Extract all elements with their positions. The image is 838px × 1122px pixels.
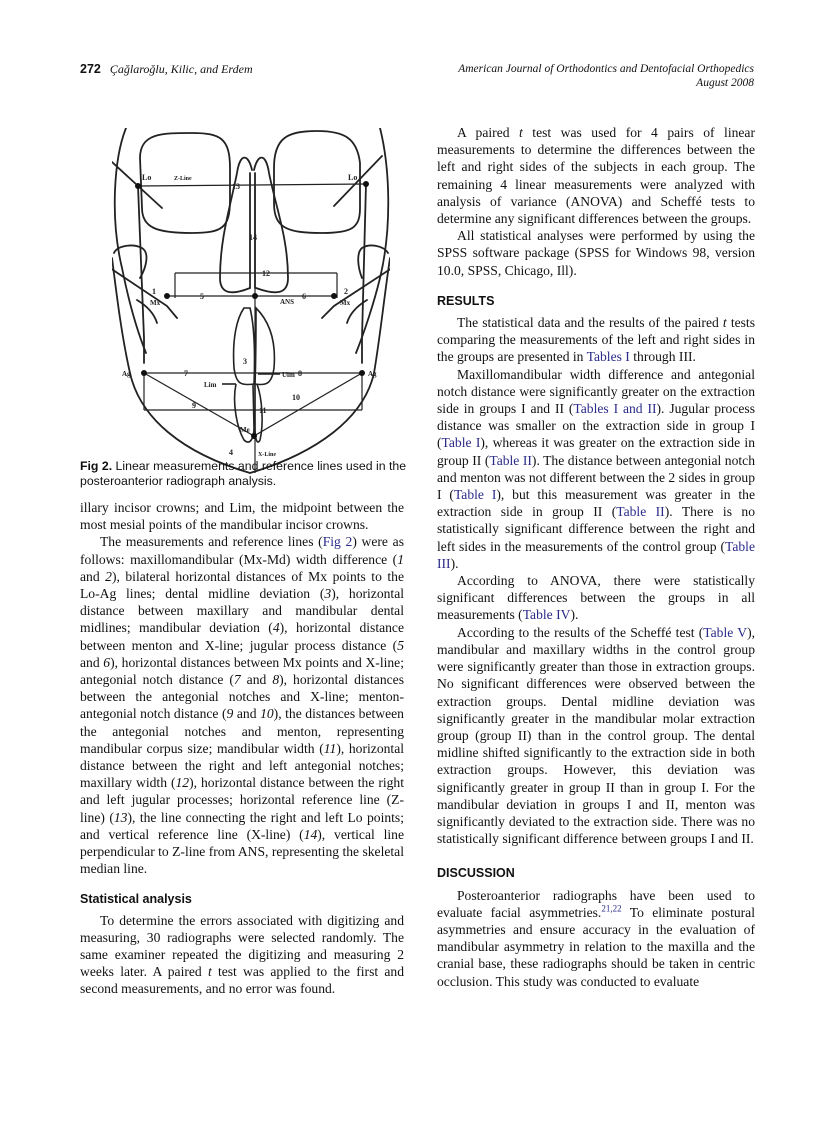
label-ans: ANS <box>280 298 295 306</box>
orbit-left <box>140 133 230 233</box>
label-14: 14 <box>249 233 257 242</box>
table-i-link[interactable]: Table I <box>441 435 481 451</box>
paragraph-discussion-1: Posteroanterior radiographs have been used to evaluate facial asymmetries.$^{21,22}$ To eliminate postural asymmetries and ensure accuracy in the evaluation of mandibular asymmetry in relation to the maxilla and the cranial base, these radiographs should be taken in centric occlusion. This study was conducted to evaluate <box>437 887 755 989</box>
reference-citation[interactable]: 21,22 <box>601 903 622 914</box>
journal-title: American Journal of Orthodontics and Dentofacial Orthopedics <box>458 63 754 75</box>
table-ii-link[interactable]: Table II <box>489 452 532 468</box>
figure-caption-label: Fig 2. <box>80 459 113 473</box>
paragraph-results-3: According to ANOVA, there were statistically significant differences between the groups in all measurements (Table IV). <box>437 573 755 623</box>
left-column <box>80 499 404 998</box>
tables-i-link[interactable]: Tables I <box>586 349 630 365</box>
paragraph-results-4: According to the results of the Scheffé test (Table V), mandibular and maxillary widths in the control group were significantly greater than those in extraction groups. No significant differences were observed between the extraction groups. Dental midline deviation was significantly greater in the mandibular molar extraction group (group II) than in the control group. The dental midline shifted significantly to the extraction side in both extraction groups. However, this deviation was significantly greater in group II than in group I. For the mandibular deviation in groups I and II, menton was significantly deviated to the extraction side. There was no statistically significant difference between groups I and II. <box>437 624 755 847</box>
label-lo-right: Lo <box>348 173 358 182</box>
label-1: 1 <box>152 287 156 296</box>
label-ag-left: Ag <box>122 370 131 378</box>
label-4: 4 <box>229 448 233 457</box>
label-mx-left: Mx <box>150 299 161 307</box>
figure-2-diagram <box>112 128 390 476</box>
z-line <box>138 184 366 186</box>
fig-2-link[interactable]: Fig 2 <box>322 534 353 550</box>
paragraph-results-1: The statistical data and the results of the paired t tests comparing the measurements of the left and right sides in the groups are presented in Tables I through III. <box>437 315 755 365</box>
paragraph-results-2: Maxillomandibular width difference and antegonial notch distance were significantly greater on the extraction side in groups I and II (Tables I and II). Jugular process distance was smaller on the extraction side in group I (Table I), whereas it was greater on the extraction side in group II (Table II). The distance between antegonial notch and menton was not different between the 2 sides in group I (Table I), but this measurement was greater in the extraction side in group II (Table II). There is no statistically significant difference between the right and left sides in the measurements of the control group (Table III). <box>437 366 756 571</box>
label-mx-right: Mx <box>340 299 351 307</box>
running-authors: Çağlaroğlu, Kilic, and Erdem <box>109 62 253 76</box>
label-3: 3 <box>243 357 247 366</box>
table-v-link[interactable]: Table V <box>703 624 748 640</box>
table-i-link[interactable]: Table I <box>453 487 497 503</box>
right-column <box>437 124 755 990</box>
label-lo-left: Lo <box>142 173 152 182</box>
label-7: 7 <box>184 369 188 378</box>
table-ii-link[interactable]: Table II <box>616 504 665 520</box>
paragraph-continued: illary incisor crowns; and Lim, the midpoint between the most mesial points of the mandibular incisor crowns. <box>80 500 404 533</box>
label-10: 10 <box>292 393 300 402</box>
label-ag-right: Ag <box>368 370 377 378</box>
label-x-line: X-Line <box>258 452 276 458</box>
heading-discussion: DISCUSSION <box>437 866 515 881</box>
page-number: 272 <box>80 62 101 76</box>
table-iv-link[interactable]: Table IV <box>522 607 571 623</box>
table-iii-link[interactable]: Table III <box>437 538 755 571</box>
heading-results: RESULTS <box>437 293 495 308</box>
label-uim: Uim <box>282 371 295 379</box>
issue-date: August 2008 <box>696 77 754 89</box>
label-13: 13 <box>232 182 240 191</box>
label-lim: Lim <box>204 381 217 389</box>
tables-i-ii-link[interactable]: Tables I and II <box>573 401 657 417</box>
paragraph-measurements: The measurements and reference lines (Fig 2) were as follows: maxillomandibular (Mx-Md) width difference (1 and 2), bilateral horizontal distances of Mx points to the Lo-Ag lines; dental midline deviation (3), horizontal distance between maxillary and mandibular dental midlines; mandibular deviation (4), horizontal distance between menton and X-line; jugular process distance (5 and 6), horizontal distances between Mx points and X-line; antegonial notch distance (7 and 8), horizontal distances between the antegonial notches and X-line; menton-antegonial notch distance (9 and 10), the distances between the antegonial notches and menton, representing mandibular corpus size; mandibular width (11), horizontal distance between the right and left antegonial notches; maxillary width (12), horizontal distance between the right and left jugular processes; horizontal reference line (Z-line) (13), the line connecting the right and left Lo points; and vertical reference line (X-line) (14), vertical line perpendicular to Z-line from ANS, representing the skeletal median line. <box>80 534 405 877</box>
label-11: 11 <box>259 406 267 415</box>
label-me: Me <box>240 426 250 434</box>
nasal-left <box>220 158 252 293</box>
orbit-right <box>274 131 360 233</box>
label-9: 9 <box>192 401 196 410</box>
running-header-right <box>458 62 754 90</box>
figure-caption <box>80 459 408 489</box>
paragraph-spss: All statistical analyses were performed by using the SPSS software package (SPSS for Windows 98, version 10.0, SPSS, Chicago, Ill). <box>437 228 755 278</box>
figure-caption-text: Linear measurements and reference lines used in the posteroanterior radiograph analysis. <box>80 459 407 488</box>
label-2: 2 <box>344 287 348 296</box>
label-12: 12 <box>262 269 270 278</box>
running-header-left <box>80 62 253 77</box>
label-6: 6 <box>302 292 306 301</box>
subheading-statistical-analysis: Statistical analysis <box>80 892 192 907</box>
paragraph-error-analysis: To determine the errors associated with digitizing and measuring, 30 radiographs were selected randomly. The same examiner repeated the digitizing and measuring 2 weeks later. A paired t test was applied to the first and second measurements, and no error was found. <box>80 912 404 997</box>
label-z-line: Z-Line <box>174 176 192 182</box>
label-5: 5 <box>200 292 204 301</box>
paragraph-paired-t-test: A paired t test was used for 4 pairs of linear measurements to determine the differences between the left and right sides of the subjects in each group. The remaining 4 linear measurements were analyzed with analysis of variance (ANOVA) and Scheffé tests to determine any significant differences between the groups. <box>437 125 755 227</box>
label-8: 8 <box>298 369 302 378</box>
